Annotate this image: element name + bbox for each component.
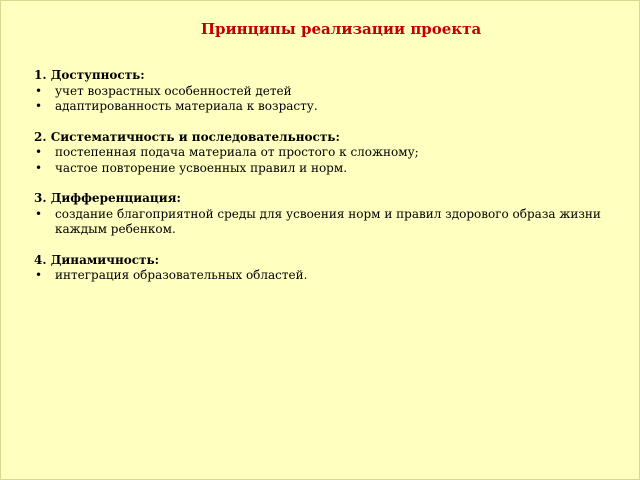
list-item — [34, 84, 604, 100]
bullet-icon: • — [35, 206, 43, 221]
principle-section-1 — [34, 68, 604, 115]
principle-number: 2 — [34, 129, 43, 144]
principle-items — [34, 207, 604, 238]
slide-title: Принципы реализации проекта — [200, 20, 482, 38]
list-item — [34, 207, 604, 238]
list-item-text: создание благоприятной среды для усвоения норм и правил здорового образа жизни каждым ребенком. — [55, 206, 601, 236]
list-item — [34, 99, 604, 115]
list-item — [34, 145, 604, 161]
principle-items — [34, 268, 604, 284]
list-item-text: адаптированность материала к возрасту. — [55, 99, 318, 113]
principle-heading — [34, 68, 604, 84]
principle-items — [34, 84, 604, 115]
list-item — [34, 268, 604, 284]
principle-title: . Систематичность и последовательность: — [42, 129, 340, 144]
principle-items — [34, 145, 604, 176]
bullet-icon: • — [35, 99, 43, 113]
bullet-icon: • — [35, 83, 43, 98]
list-item-text: частое повторение усвоенных правил и норм. — [55, 160, 348, 175]
principle-number: 4. — [34, 252, 47, 267]
principle-title: Дифференциация: — [50, 191, 181, 205]
principle-number: 1. — [34, 68, 47, 82]
principle-section-2 — [34, 130, 604, 177]
list-item-text: интеграция образовательных областей. — [55, 268, 308, 282]
principle-heading — [34, 191, 604, 207]
principle-title: Доступность: — [50, 68, 145, 82]
principle-section-3 — [34, 191, 604, 238]
list-item-text: учет возрастных особенностей детей — [55, 83, 292, 98]
principle-section-4 — [34, 253, 604, 284]
list-item-text: постепенная подача материала от простого к сложному; — [55, 145, 419, 159]
list-item — [34, 161, 604, 177]
principle-number: 3. — [34, 191, 47, 205]
principles-list — [34, 68, 604, 299]
principle-heading — [34, 130, 604, 146]
bullet-icon: • — [35, 268, 43, 282]
bullet-icon: • — [35, 160, 43, 175]
bullet-icon: • — [35, 145, 43, 159]
principle-title: Динамичность: — [50, 252, 160, 267]
principle-heading — [34, 253, 604, 269]
